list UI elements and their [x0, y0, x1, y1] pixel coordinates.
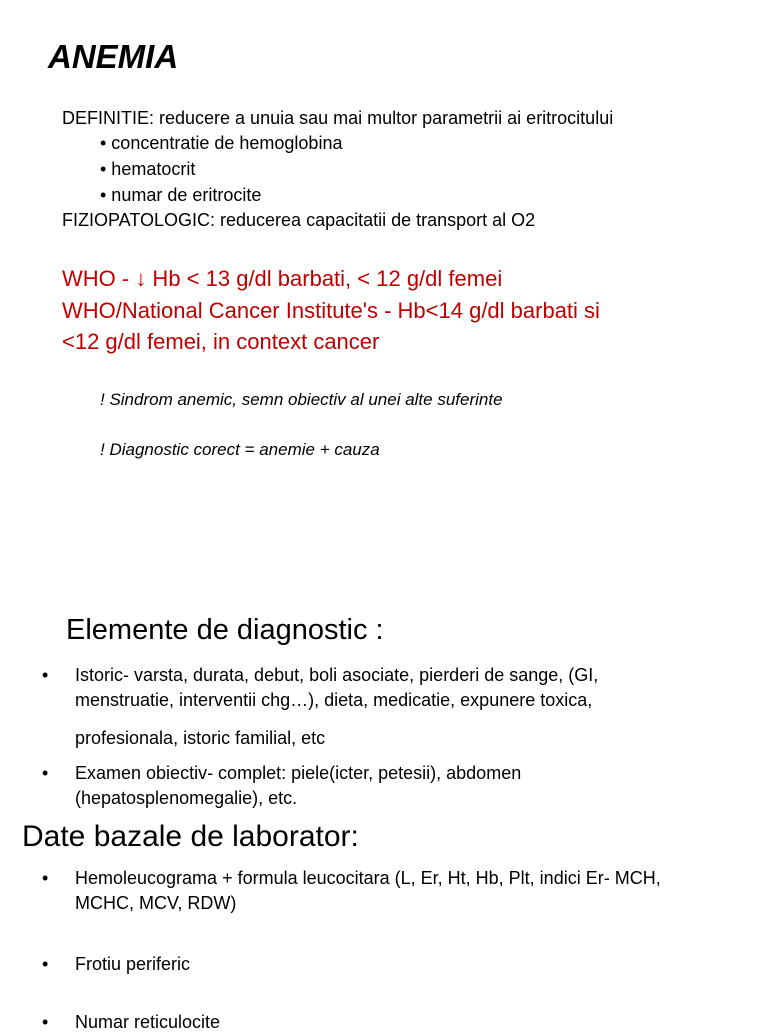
nci-criteria-line-2: <12 g/dl femei, in context cancer	[62, 329, 380, 354]
history-bullet: •	[42, 665, 49, 685]
who-criteria: WHO - ↓ Hb < 13 g/dl barbati, < 12 g/dl femei	[62, 266, 503, 291]
hemogram-bullet: •	[42, 868, 49, 888]
definition-line: DEFINITIE: reducere a unuia sau mai multor parametrii ai eritrocitului	[62, 108, 614, 128]
exam-line-1: Examen obiectiv- complet: piele(icter, petesii), abdomen	[75, 763, 522, 783]
definition-item-hematocrit: • hematocrit	[100, 159, 196, 179]
hemogram-line-1: Hemoleucograma + formula leucocitara (L, Er, Ht, Hb, Plt, indici Er- MCH,	[75, 868, 661, 888]
nci-criteria-line-1: WHO/National Cancer Institute's - Hb<14 g/dl barbati si	[62, 298, 600, 323]
reticulocyte-bullet: •	[42, 1012, 49, 1032]
smear-bullet: •	[42, 954, 49, 974]
note-correct-diagnosis: ! Diagnostic corect = anemie + cauza	[100, 440, 380, 459]
laboratory-heading: Date bazale de laborator:	[22, 820, 359, 853]
history-line-1: Istoric- varsta, durata, debut, boli asociate, pierderi de sange, (GI,	[75, 665, 599, 685]
definition-item-hemoglobin: • concentratie de hemoglobina	[100, 133, 343, 153]
physiopathology-line: FIZIOPATOLOGIC: reducerea capacitatii de transport al O2	[62, 210, 536, 230]
exam-line-2: (hepatosplenomegalie), etc.	[75, 788, 298, 808]
diagnostic-heading: Elemente de diagnostic :	[66, 614, 384, 646]
definition-item-erythrocytes: • numar de eritrocite	[100, 185, 262, 205]
history-line-3: profesionala, istoric familial, etc	[75, 728, 326, 748]
hemogram-line-2: MCHC, MCV, RDW)	[75, 893, 237, 913]
exam-bullet: •	[42, 763, 49, 783]
history-line-2: menstruatie, interventii chg…), dieta, medicatie, expunere toxica,	[75, 690, 593, 710]
note-anemic-syndrome: ! Sindrom anemic, semn obiectiv al unei alte suferinte	[100, 390, 503, 409]
page-title: ANEMIA	[48, 38, 179, 75]
smear-line: Frotiu periferic	[75, 954, 191, 974]
reticulocyte-line: Numar reticulocite	[75, 1012, 221, 1032]
